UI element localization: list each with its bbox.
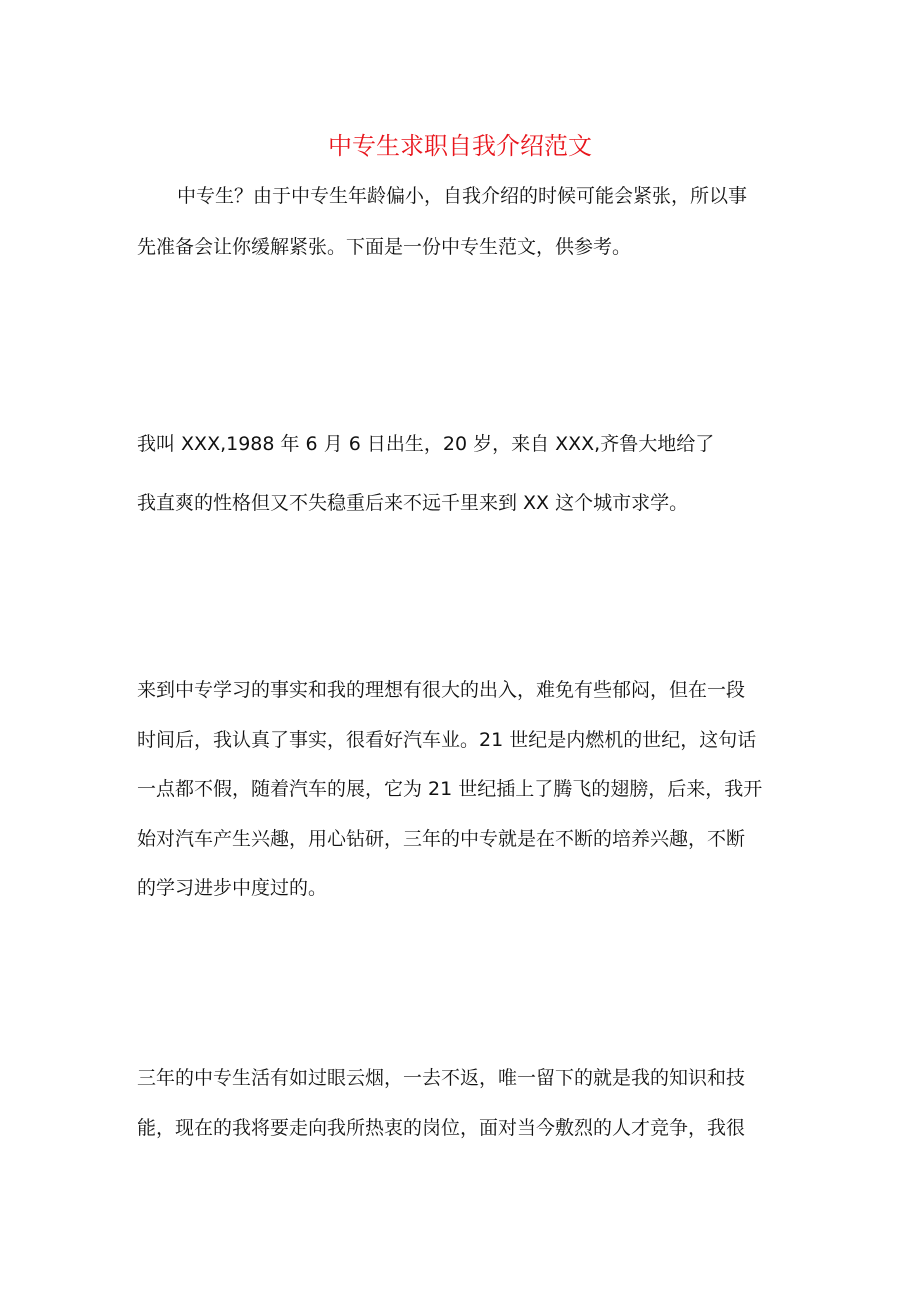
document-title: 中专生求职自我介绍范文 [328, 132, 592, 160]
paragraph-line: 三年的中专生活有如过眼云烟，一去不返，唯一留下的就是我的知识和技 [137, 1067, 746, 1089]
paragraph-line: 能，现在的我将要走向我所热衷的岗位，面对当今敷烈的人才竞争，我很 [137, 1117, 746, 1139]
paragraph-line: 我叫 XXX,1988 年 6 月 6 日出生，20 岁，来自 XXX,齐鲁大地给了 [137, 433, 715, 455]
paragraph-line: 中专生？由于中专生年龄偏小，自我介绍的时候可能会紧张，所以事 [177, 185, 748, 207]
paragraph-line: 始对汽车产生兴趣，用心钻研，三年的中专就是在不断的培养兴趣，不断 [137, 828, 746, 850]
paragraph-line: 时间后，我认真了事实，很看好汽车业。21 世纪是内燃机的世纪，这句话 [137, 729, 757, 751]
paragraph-line: 来到中专学习的事实和我的理想有很大的出入，难免有些郁闷，但在一段 [137, 679, 746, 701]
paragraph-line: 一点都不假，随着汽车的展，它为 21 世纪插上了腾飞的翅膀，后来，我开 [137, 778, 763, 800]
paragraph-line: 的学习进步中度过的。 [137, 877, 328, 899]
paragraph-line: 先准备会让你缓解紧张。下面是一份中专生范文，供参考。 [137, 236, 632, 258]
paragraph-line: 我直爽的性格但又不失稳重后来不远千里来到 XX 这个城市求学。 [137, 492, 689, 514]
